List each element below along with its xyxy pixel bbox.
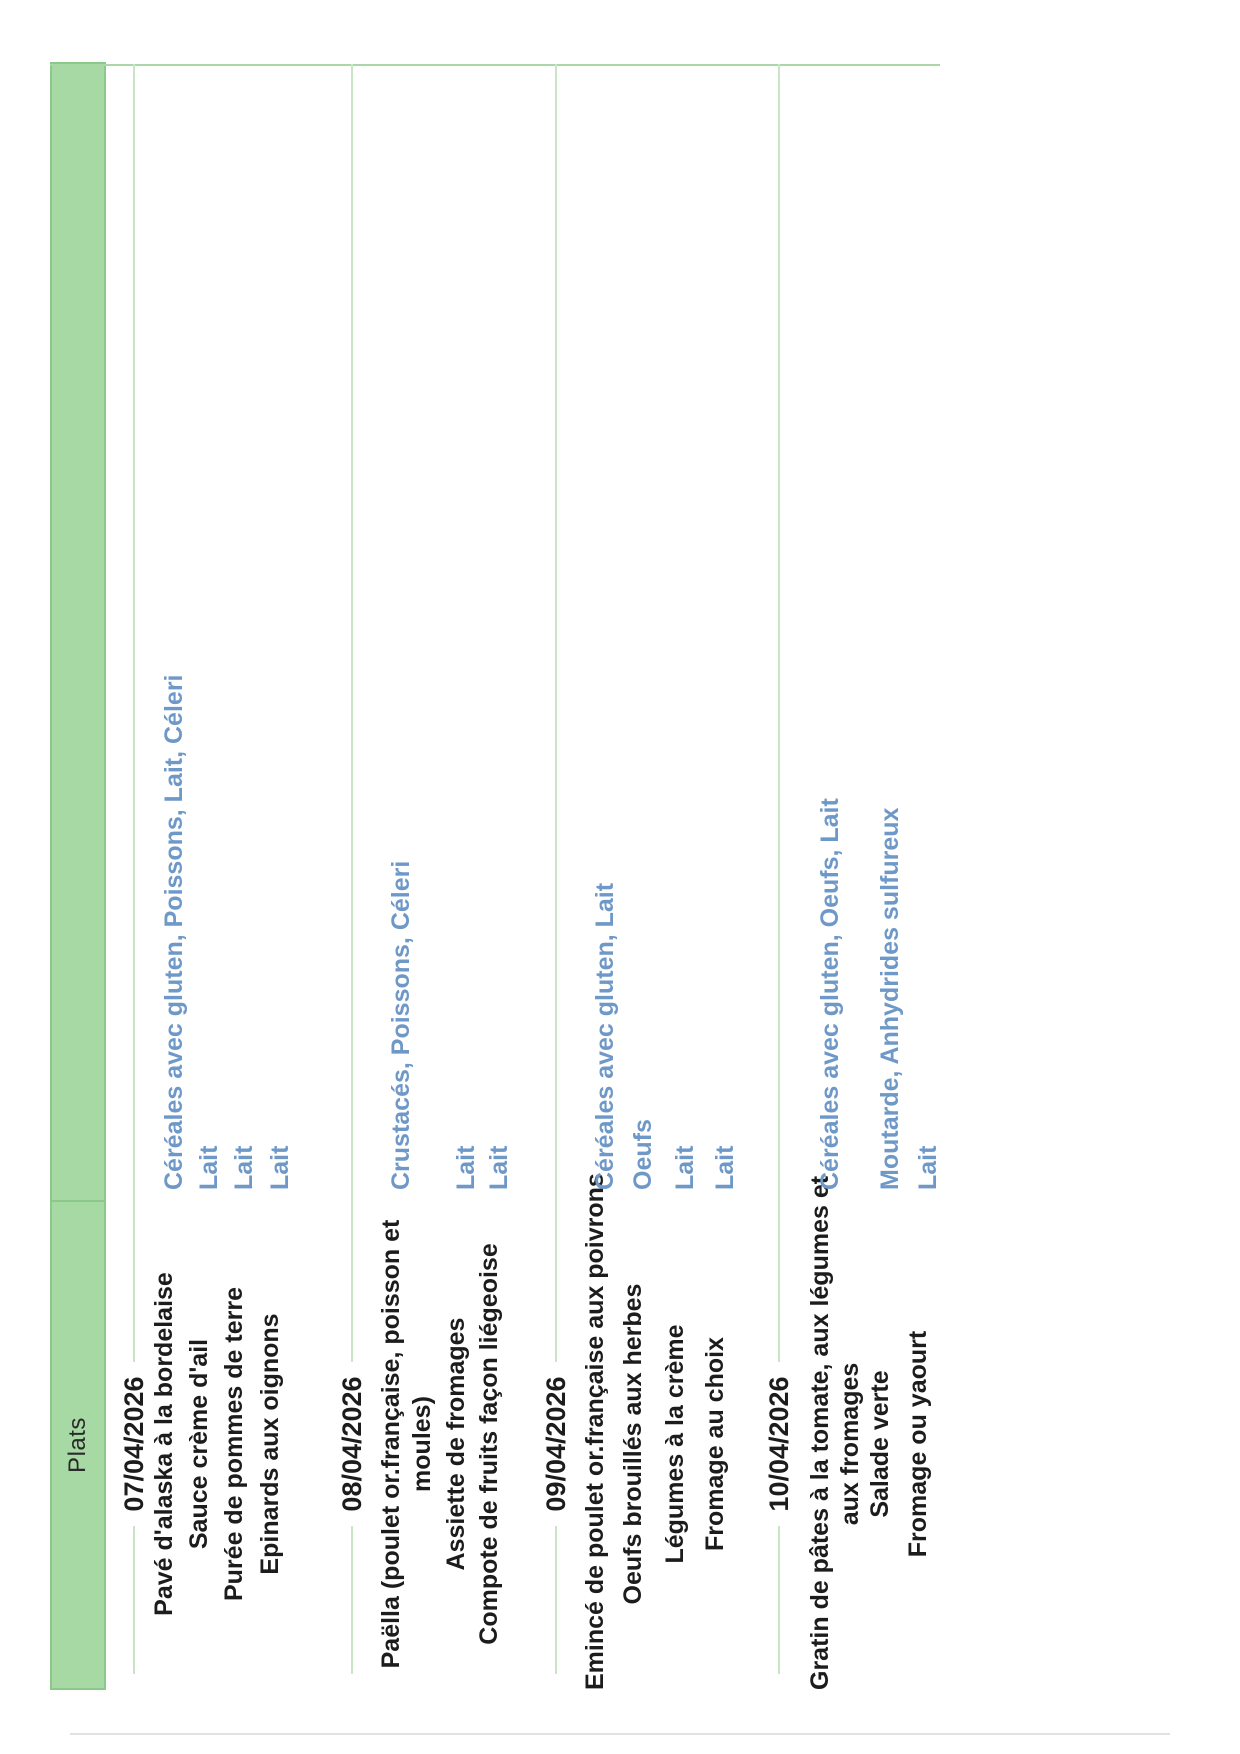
dish-name-line: Compote de fruits façon liégeoise — [475, 1243, 503, 1645]
allergen-list: Moutarde, Anhydrides sulfureux — [876, 807, 904, 1190]
allergen-list: Oeufs — [629, 1119, 657, 1190]
dish-name-line: Gratin de pâtes à la tomate, aux légumes et — [806, 1175, 834, 1690]
allergen-list: Lait — [230, 1145, 258, 1190]
allergen-list: Céréales avec gluten, Lait — [591, 882, 619, 1190]
allergen-list: Céréales avec gluten, Poissons, Lait, Céleri — [160, 674, 188, 1190]
dish-name-line: Assiette de fromages — [442, 1317, 470, 1571]
dish-name-line: Légumes à la crème — [661, 1324, 689, 1564]
menu-date — [539, 1198, 573, 1690]
dish-name-line: Fromage au choix — [701, 1337, 729, 1551]
dish-name-line: aux fromages — [836, 1362, 864, 1526]
dish-name-line: moules) — [408, 1396, 436, 1492]
header-column-divider — [52, 1200, 104, 1202]
dish-name-line: Sauce crème d'ail — [185, 1338, 213, 1550]
allergen-list: Lait — [671, 1145, 699, 1190]
allergen-list: Lait — [195, 1145, 223, 1190]
menu-date — [762, 1198, 796, 1690]
allergen-list: Lait — [485, 1145, 513, 1190]
allergen-list: Lait — [452, 1145, 480, 1190]
dish-name-line: Pavé d'alaska à la bordelaise — [150, 1272, 178, 1616]
allergen-list: Lait — [266, 1145, 294, 1190]
menu-date — [335, 1198, 369, 1690]
dish-name-line: Oeufs brouillés aux herbes — [619, 1283, 647, 1605]
menu-date-text: 10/04/2026 — [764, 1362, 794, 1525]
dish-name-line: Paëlla (poulet or.française, poisson et — [377, 1219, 405, 1669]
allergen-list: Céréales avec gluten, Oeufs, Lait — [816, 798, 844, 1190]
dish-name-line: Purée de pommes de terre — [220, 1287, 248, 1602]
menu-date-text: 09/04/2026 — [541, 1362, 571, 1525]
allergen-list: Crustacés, Poissons, Céleri — [387, 860, 415, 1190]
dish-name-line: Salade verte — [866, 1370, 894, 1518]
plats-column-label: Plats — [64, 1417, 91, 1473]
dish-name-line: Emincé de poulet or.française aux poivrons — [581, 1173, 609, 1690]
header-cell-plats — [52, 1202, 104, 1688]
table-header-row — [50, 62, 106, 1690]
scan-artifact-line — [70, 1733, 1170, 1735]
dish-name-line: Fromage ou yaourt — [904, 1330, 932, 1558]
menu-date-text: 08/04/2026 — [337, 1362, 367, 1525]
dish-name-line: Epinards aux oignons — [256, 1313, 284, 1575]
menu-date-text: 07/04/2026 — [119, 1362, 149, 1525]
table-edge-line — [50, 64, 940, 66]
allergen-list: Lait — [711, 1145, 739, 1190]
allergen-list: Lait — [914, 1145, 942, 1190]
menu-date — [117, 1198, 151, 1690]
